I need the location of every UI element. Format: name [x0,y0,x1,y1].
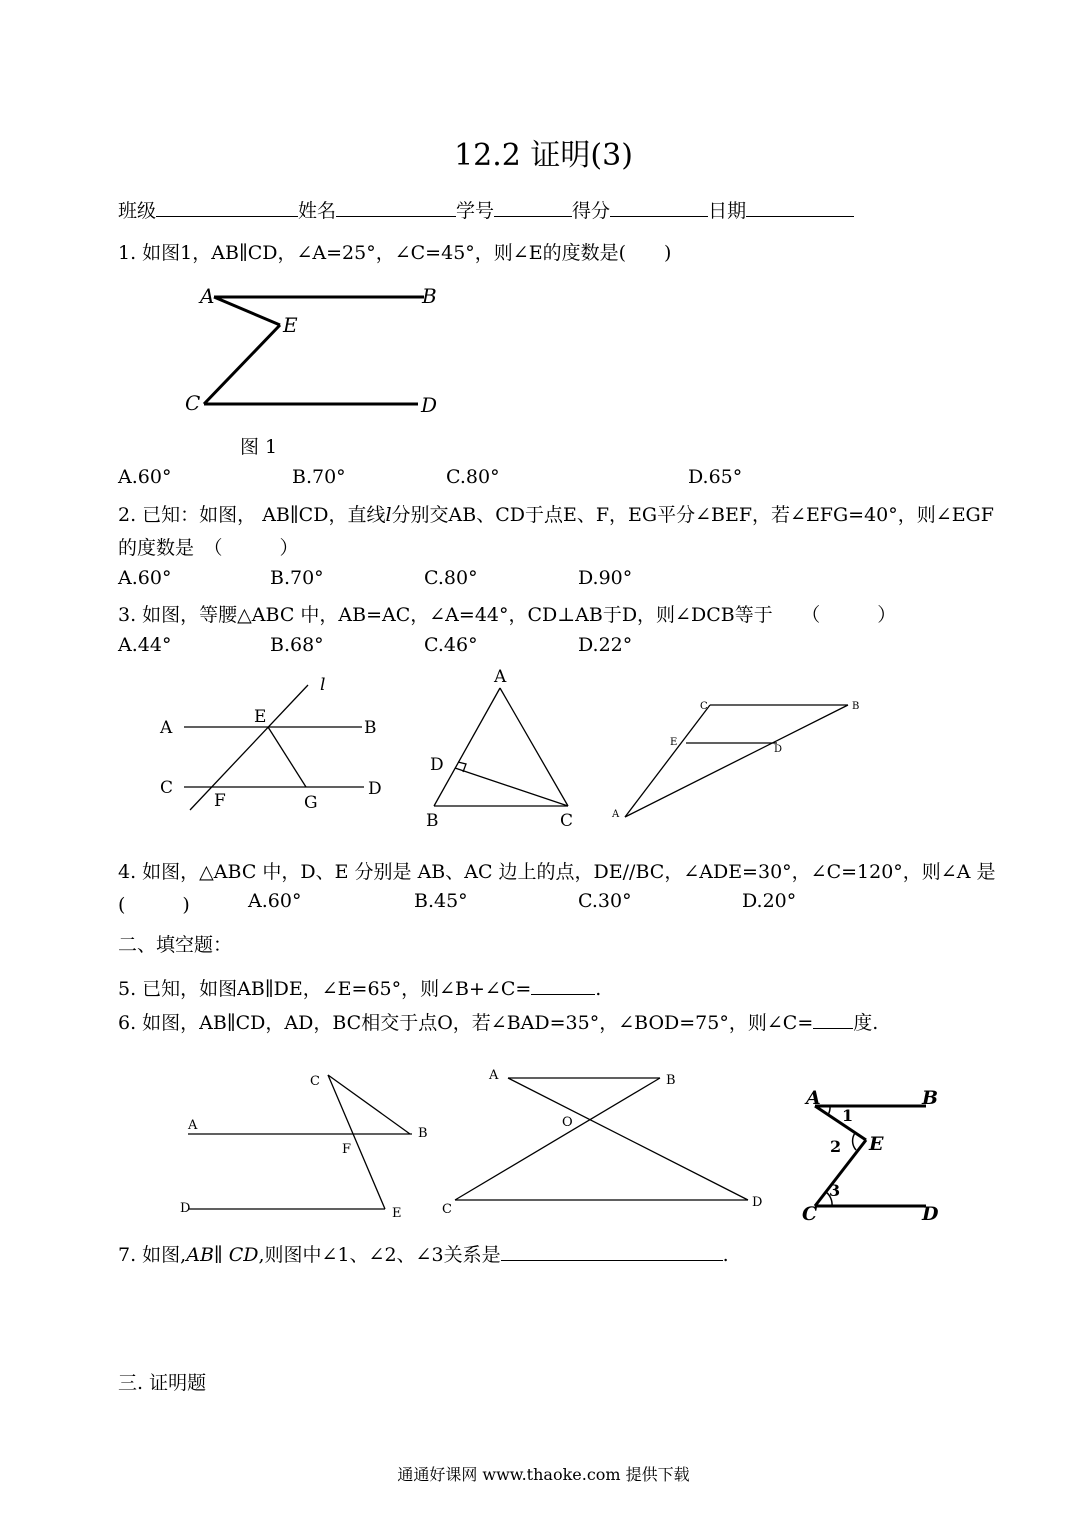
q1-label-e: E [283,313,298,337]
q7-angle2-arc [853,1133,856,1150]
q7-italic-ab-cd: AB∥ CD [186,1244,259,1266]
q5-end: . [595,978,602,1000]
q5-label-d: D [180,1201,191,1216]
q7-prefix: 7. 如图, [118,1244,187,1266]
q6-label-a: A [489,1068,499,1083]
q1-label-c: C [185,391,201,415]
q3-text: 3. 如图，等腰△ABC 中，AB=AC，∠A=44°，CD⊥AB于D，则∠DCB等于 （ ） [118,604,897,626]
page-title: 12.2 证明(3) [454,138,633,173]
q4-option-c: C.30° [578,890,632,912]
q4-label-a: A [612,809,620,820]
q6-label-c: C [442,1202,452,1217]
q2-label-g: G [304,793,318,813]
date-label: 日期 [708,200,747,222]
q3-label-a: A [494,667,507,687]
q3-option-c: C.46° [424,634,478,656]
q2-label-d: D [368,779,382,799]
q4-option-b: B.45° [414,890,468,912]
q1-label-d: D [421,393,438,417]
q2-label-l: l [320,675,326,695]
q2-line2: 的度数是 （ ） [118,537,299,559]
q1-option-b: B.70° [292,466,346,488]
q2-label-f: F [214,791,226,811]
q7-label-a: A [806,1087,821,1109]
q5-stem: 5. 已知，如图AB∥DE，∠E=65°，则∠B+∠C= [118,978,532,1000]
q4-label-e: E [670,737,678,748]
class-label: 班级 [118,200,157,222]
q6-stem: 6. 如图，AB∥CD，AD，BC相交于点O，若∠BAD=35°，∠BOD=75°，则∠C= [118,1012,814,1034]
q3-label-d: D [430,755,444,775]
q5-label-b: B [418,1126,428,1141]
q4-option-a: A.60° [248,890,302,912]
q7-label-c: C [802,1203,818,1225]
q3-label-c: C [560,811,574,831]
q2-label-b: B [364,718,377,738]
q7-answer-blank[interactable] [501,1240,723,1261]
number-label: 学号 [456,200,495,222]
q6-end: 度. [853,1012,879,1034]
q1-figure-caption: 图 1 [240,436,278,458]
q2-option-d: D.90° [578,567,633,589]
q3-option-a: A.44° [118,634,172,656]
q7-label-1: 1 [842,1106,854,1125]
q6-label-b: B [666,1073,676,1088]
q4-paren: ( ) [118,894,190,916]
q7-end: . [722,1244,729,1266]
q2-label-e: E [254,707,267,727]
q1-label-b: B [422,284,437,308]
q1-option-c: C.80° [446,466,500,488]
score-label: 得分 [572,200,611,222]
q4-label-d: D [774,744,783,755]
q2-label-a: A [160,718,173,738]
q7-text [118,1240,729,1267]
q7-label-d: D [922,1203,939,1225]
q6-label-d: D [752,1195,763,1210]
q1-label-a: A [200,284,215,308]
q1-option-d: D.65° [688,466,743,488]
q2-option-a: A.60° [118,567,172,589]
footer-credit: 通通好课网 www.thaoke.com 提供下载 [397,1465,690,1484]
q2-line1-rest: 分别交AB、CD于点E、F，EG平分∠BEF，若∠EFG=40°，则∠EGF [391,504,994,526]
q3-label-b: B [426,811,439,831]
section-proof-heading: 三. 证明题 [118,1372,207,1394]
q3-option-b: B.68° [270,634,324,656]
q7-label-b: B [922,1087,939,1109]
q4-label-b: B [852,701,860,712]
q4-label-c: C [700,701,708,712]
q5-label-e: E [392,1206,402,1221]
q2-option-b: B.70° [270,567,324,589]
q1-text: 1. 如图1，AB∥CD，∠A=25°，∠C=45°，则∠E的度数是( ) [118,242,672,264]
q7-label-e: E [869,1133,884,1155]
q5-label-a: A [188,1118,198,1133]
q2-line1-start: 2. 已知：如图， AB∥CD，直线 [118,504,386,526]
q1-option-a: A.60° [118,466,172,488]
q2-label-c: C [160,778,174,798]
name-label: 姓名 [298,200,337,222]
q7-line-ae [815,1106,866,1140]
section-fill-in-heading: 二、填空题： [118,934,233,956]
q4-option-d: D.20° [742,890,797,912]
q7-label-3: 3 [829,1181,841,1200]
q3-option-d: D.22° [578,634,633,656]
q2-line-var: l [385,504,392,526]
q4-line1: 4. 如图，△ABC 中，D、E 分别是 AB、AC 边上的点，DE//BC，∠ADE=30°，∠C=120°，则∠A 是 [118,861,996,883]
q2-option-c: C.80° [424,567,478,589]
q7-label-2: 2 [830,1137,842,1156]
q5-label-f: F [342,1142,352,1157]
q5-label-c: C [310,1074,320,1089]
q7-stem: ,则图中∠1、∠2、∠3关系是 [258,1244,501,1266]
q6-label-o: O [562,1115,573,1130]
